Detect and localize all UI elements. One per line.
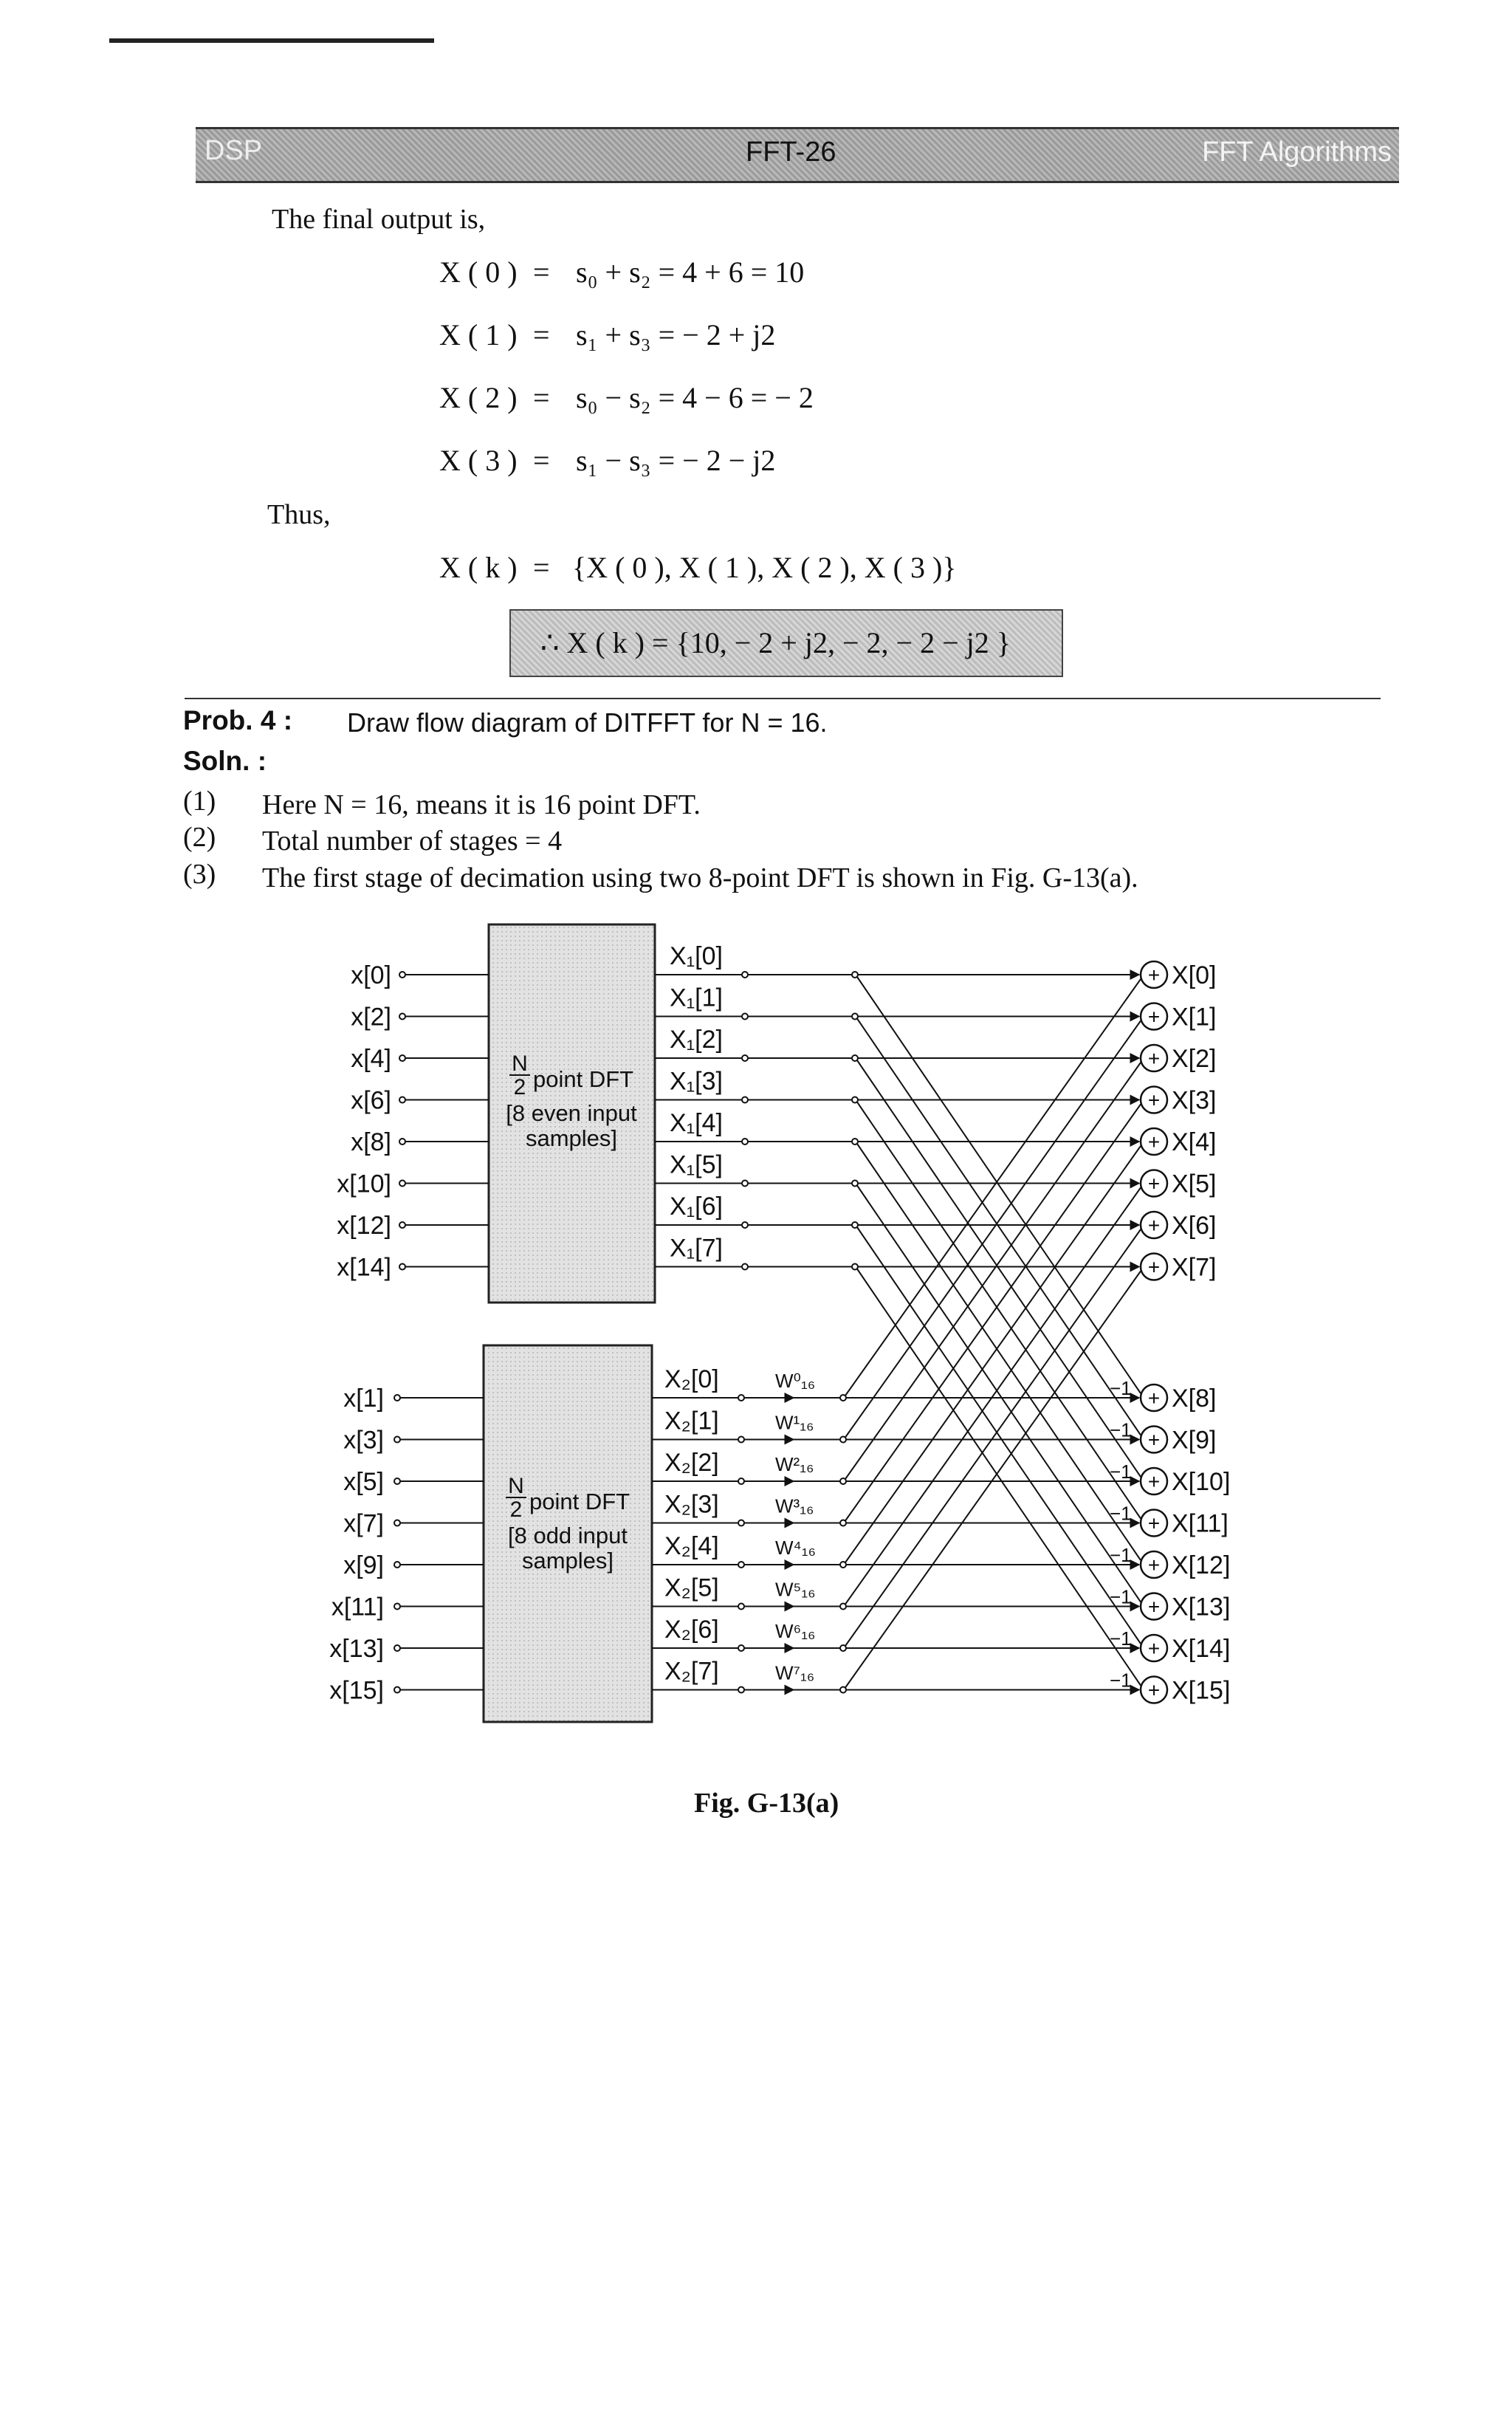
butterfly-line [845, 1105, 1141, 1521]
butterfly-node [852, 1014, 858, 1020]
adder-plus: + [1147, 1047, 1161, 1070]
adder-plus: + [1147, 1678, 1161, 1702]
x1-node [742, 1139, 748, 1145]
adder-plus: + [1147, 964, 1161, 986]
result-text: ∴ X ( k ) = {10, − 2 + j2, − 2, − 2 − j2 } [540, 626, 1011, 659]
intro-text: The final output is, [272, 204, 486, 235]
minus-one-label: −1 [1110, 1627, 1132, 1650]
step-text: The first stage of decimation using two 8-point DFT is shown in Fig. G-13(a). [262, 862, 1138, 893]
input-node [394, 1520, 400, 1526]
x2-node [738, 1520, 744, 1526]
adder-plus: + [1147, 1637, 1161, 1660]
x1-output-label: X₁[0] [670, 942, 723, 970]
butterfly-node [852, 1264, 858, 1270]
output-label: X[15] [1172, 1676, 1231, 1705]
header-page-number: FFT-26 [746, 137, 836, 168]
butterfly-node [852, 972, 858, 978]
x2-node [738, 1395, 744, 1401]
even-box-line2: [8 even input [506, 1100, 637, 1126]
header-left: DSP [205, 135, 263, 166]
butterfly-node [852, 1097, 858, 1103]
input-label: x[5] [343, 1468, 384, 1496]
input-label: x[7] [343, 1509, 384, 1538]
butterfly-node [852, 1055, 858, 1061]
output-label: X[12] [1172, 1551, 1231, 1579]
input-node [399, 1264, 405, 1270]
adder-plus: + [1147, 1088, 1161, 1112]
x2-node [738, 1687, 744, 1693]
step-text: Here N = 16, means it is 16 point DFT. [262, 789, 701, 820]
thus-label: Thus, [267, 499, 331, 530]
minus-one-label: −1 [1110, 1585, 1132, 1608]
butterfly-line [845, 1188, 1141, 1605]
twiddle-label: W¹₁₆ [775, 1411, 814, 1434]
x1-output-label: X₁[5] [670, 1150, 723, 1179]
input-node [394, 1478, 400, 1484]
twiddle-label: W⁰₁₆ [775, 1370, 816, 1392]
input-label: x[4] [351, 1045, 391, 1073]
butterfly-node [840, 1437, 846, 1443]
adder-plus: + [1147, 1005, 1161, 1029]
butterfly-node [852, 1222, 858, 1228]
input-node [394, 1645, 400, 1651]
butterfly-node [852, 1181, 858, 1187]
x1-node [742, 1264, 748, 1270]
butterfly-node [840, 1520, 846, 1526]
output-label: X[14] [1172, 1635, 1231, 1663]
problem-label: Prob. 4 : [183, 705, 293, 735]
x2-output-label: X₂[7] [664, 1657, 719, 1686]
butterfly-node [840, 1604, 846, 1610]
odd-box-line3: samples] [521, 1548, 614, 1574]
output-label: X[6] [1172, 1212, 1217, 1240]
step-text: Total number of stages = 4 [262, 826, 563, 857]
input-label: x[0] [351, 961, 391, 989]
butterfly-node [840, 1395, 846, 1401]
odd-box-line2: [8 odd input [507, 1523, 628, 1548]
input-node [399, 1139, 405, 1145]
adder-plus: + [1147, 1554, 1161, 1576]
input-node [399, 1222, 405, 1228]
even-box-title: point DFT [533, 1066, 634, 1092]
output-label: X[9] [1172, 1426, 1217, 1455]
output-label: X[8] [1172, 1384, 1217, 1413]
x1-node [742, 1222, 748, 1228]
minus-one-label: −1 [1110, 1502, 1132, 1525]
problem-text: Draw flow diagram of DITFFT for N = 16. [347, 707, 828, 738]
header-section: FFT Algorithms [1202, 137, 1392, 168]
adder-plus: + [1147, 1595, 1161, 1619]
output-label: X[4] [1172, 1128, 1217, 1156]
x1-output-label: X₁[7] [670, 1234, 723, 1263]
step-number: (1) [183, 786, 216, 817]
output-label: X[11] [1172, 1509, 1228, 1538]
x1-output-label: X₁[4] [670, 1109, 723, 1137]
eq-lhs: X ( 1 ) [439, 318, 518, 351]
adder-plus: + [1147, 1130, 1161, 1153]
xk-sign: = [533, 551, 550, 584]
eq-sign: = [533, 255, 550, 289]
twiddle-label: W³₁₆ [775, 1495, 814, 1517]
butterfly-node [840, 1562, 846, 1568]
output-label: X[0] [1172, 961, 1217, 989]
eq-lhs: X ( 3 ) [439, 444, 518, 477]
step-number: (3) [183, 859, 216, 890]
solution-label: Soln. : [183, 746, 267, 776]
minus-one-label: −1 [1110, 1461, 1132, 1483]
x2-output-label: X₂[6] [664, 1616, 719, 1644]
minus-one-label: −1 [1110, 1418, 1132, 1441]
input-label: x[15] [329, 1676, 384, 1705]
x1-output-label: X₁[1] [670, 984, 723, 1012]
odd-box-title: point DFT [529, 1489, 630, 1514]
x2-output-label: X₂[5] [664, 1574, 719, 1602]
adder-plus: + [1147, 1172, 1161, 1195]
output-label: X[7] [1172, 1253, 1217, 1282]
eq-sign: = [533, 444, 550, 477]
butterfly-node [840, 1687, 846, 1693]
x2-output-label: X₂[1] [664, 1407, 719, 1435]
eq-lhs: X ( 2 ) [439, 381, 518, 414]
odd-box-frac-den: 2 [509, 1497, 523, 1522]
input-label: x[10] [337, 1170, 391, 1198]
butterfly-line [845, 1146, 1141, 1562]
minus-one-label: −1 [1110, 1377, 1132, 1399]
x1-node [742, 1181, 748, 1187]
even-box-frac-den: 2 [513, 1075, 526, 1099]
input-label: x[8] [351, 1128, 391, 1156]
x2-node [738, 1437, 744, 1443]
butterfly-line [845, 1229, 1141, 1646]
twiddle-label: W⁵₁₆ [775, 1578, 816, 1601]
adder-plus: + [1147, 1470, 1161, 1493]
input-node [394, 1395, 400, 1401]
twiddle-label: W⁴₁₆ [775, 1537, 816, 1559]
even-box-line3: samples] [525, 1125, 618, 1151]
x2-output-label: X₂[0] [664, 1365, 719, 1393]
input-node [399, 972, 405, 978]
output-label: X[5] [1172, 1170, 1217, 1198]
output-label: X[13] [1172, 1593, 1231, 1622]
x1-node [742, 1097, 748, 1103]
odd-box-frac-num: N [508, 1474, 524, 1498]
x1-output-label: X₁[2] [670, 1026, 723, 1054]
x2-node [738, 1478, 744, 1484]
output-label: X[2] [1172, 1045, 1217, 1073]
eq-lhs: X ( 0 ) [439, 255, 518, 289]
adder-plus: + [1147, 1511, 1161, 1535]
eq-rhs: s₀ + s₂ = 4 + 6 = 10 [576, 255, 805, 289]
figure-caption: Fig. G-13(a) [694, 1788, 839, 1819]
output-label: X[10] [1172, 1468, 1231, 1496]
x1-output-label: X₁[3] [670, 1067, 723, 1096]
step-number: (2) [183, 822, 216, 853]
eq-rhs: s₁ + s₃ = − 2 + j2 [576, 318, 776, 351]
x2-output-label: X₂[3] [664, 1490, 719, 1519]
twiddle-label: W⁷₁₆ [775, 1661, 815, 1684]
input-node [394, 1562, 400, 1568]
input-node [394, 1687, 400, 1693]
input-label: x[11] [331, 1593, 384, 1622]
input-label: x[1] [343, 1384, 384, 1413]
xk-lhs: X ( k ) [439, 551, 518, 584]
input-node [399, 1097, 405, 1103]
x2-node [738, 1645, 744, 1651]
x2-node [738, 1562, 744, 1568]
input-node [394, 1437, 400, 1443]
eq-sign: = [533, 318, 550, 351]
twiddle-label: W⁶₁₆ [775, 1620, 816, 1642]
minus-one-label: −1 [1110, 1669, 1132, 1692]
twiddle-label: W²₁₆ [775, 1453, 814, 1475]
butterfly-line [845, 1021, 1141, 1438]
adder-plus: + [1147, 1214, 1161, 1237]
input-node [394, 1604, 400, 1610]
diagram-labels [329, 942, 1230, 1705]
eq-rhs: s₀ − s₂ = 4 − 6 = − 2 [576, 381, 814, 414]
x1-node [742, 1014, 748, 1020]
input-label: x[9] [343, 1551, 384, 1579]
adder-plus: + [1147, 1387, 1161, 1410]
input-label: x[12] [337, 1212, 391, 1240]
butterfly-line [845, 1063, 1141, 1479]
butterfly-node [840, 1478, 846, 1484]
x2-node [738, 1604, 744, 1610]
x1-node [742, 1055, 748, 1061]
adder-plus: + [1147, 1255, 1161, 1279]
input-node [399, 1014, 405, 1020]
output-label: X[3] [1172, 1086, 1217, 1115]
adder-plus: + [1147, 1428, 1161, 1452]
input-label: x[6] [351, 1086, 391, 1115]
input-label: x[3] [343, 1426, 384, 1455]
input-label: x[13] [329, 1635, 384, 1663]
eq-sign: = [533, 381, 550, 414]
output-label: X[1] [1172, 1003, 1217, 1032]
x1-output-label: X₁[6] [670, 1193, 723, 1221]
input-node [399, 1055, 405, 1061]
input-label: x[2] [351, 1003, 391, 1032]
eq-rhs: s₁ − s₃ = − 2 − j2 [576, 444, 776, 477]
xk-rhs: {X ( 0 ), X ( 1 ), X ( 2 ), X ( 3 )} [572, 551, 957, 584]
butterfly-node [852, 1139, 858, 1145]
x1-node [742, 972, 748, 978]
butterfly-node [840, 1645, 846, 1651]
input-label: x[14] [337, 1253, 391, 1282]
minus-one-label: −1 [1110, 1544, 1132, 1566]
x2-output-label: X₂[2] [664, 1449, 719, 1477]
even-box-frac-num: N [512, 1051, 528, 1076]
x2-output-label: X₂[4] [664, 1532, 719, 1560]
input-node [399, 1181, 405, 1187]
